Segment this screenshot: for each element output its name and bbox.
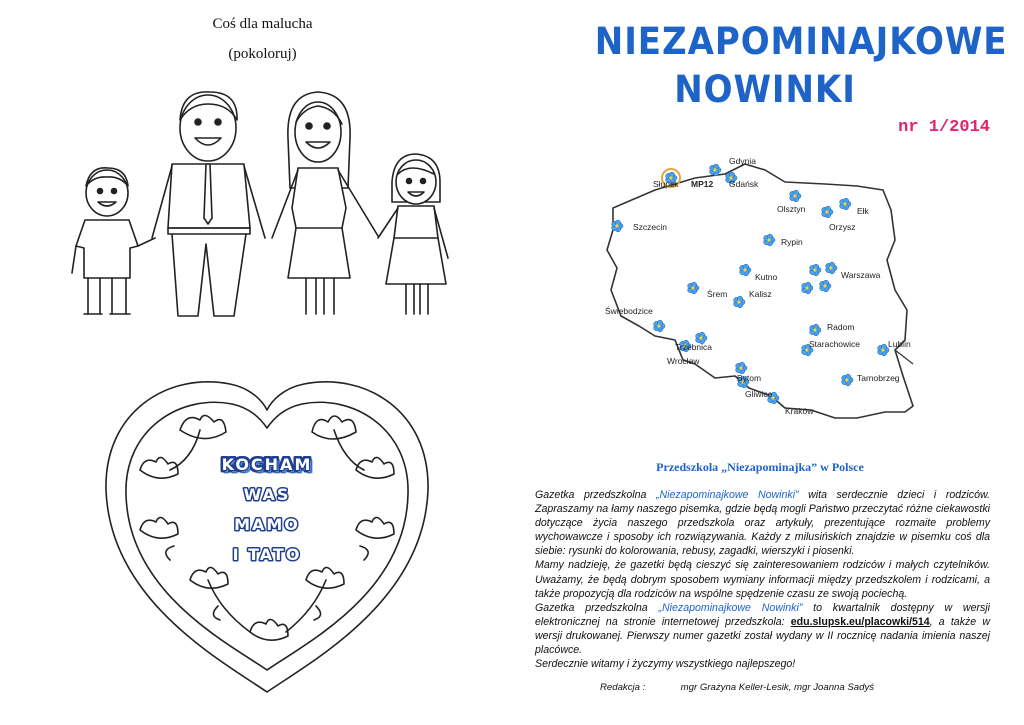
article-paragraph-4: Serdecznie witamy i życzymy wszystkiego najlepszego! [535,658,796,671]
newsletter-title-line2: NOWINKI [674,68,856,111]
article-text: wita serdecznie dzieci i rodziców. Zapraszamy na łamy naszego pisemka, gdzie będą mogli Państwo przeczytać różne ciekawostki dotyczące życia naszego przedszkola oraz artykuły, prezentujące rozmaite problemy wychowawcze i sposoby ich rozwiązywania. Każdy z milusińskich znajdzie w pisemku coś dla siebie: rysunki do kolorowania, rebusy, zagadki, wierszyki i piosenki. [535,489,990,558]
welcome-article [535,488,990,671]
newsletter-name-highlight: „Niezapominajkowe Nowinki” [658,601,803,614]
father-figure [152,92,265,316]
city-label-orzysz: Orzysz [829,222,856,232]
article-text: to kwartalnik dostępny w wersji elektronicznej na stronie internetowej przedszkola: [535,601,990,628]
article-text: Gazetka przedszkolna [535,601,659,614]
mother-figure [272,92,378,314]
poland-map [595,150,925,448]
boy-figure [72,168,155,314]
city-label-szczecin: Szczecin [633,222,668,232]
article-paragraph-2: Mamy nadzieję, że gazetki będą cieszyć się zainteresowaniem rodziców i małych czytelników. Uważamy, że będą dobrym sposobem wymiany informacji między przedszkolem i rodzicami, a także propozycją dla rodziców na wspólne spędzenie czasu ze swoją pociechą. [535,559,990,600]
city-label-slupsk: Słupsk [653,179,679,189]
heart-word-2: WAS [243,485,291,504]
city-label-krakow: Kraków [785,406,814,416]
website-link[interactable]: edu.slupsk.eu/placowki/514 [790,615,930,628]
city-label-kalisz: Kalisz [749,289,772,299]
city-label-lublin: Lublin [888,339,911,349]
article-paragraph-1 [535,488,990,558]
editorial-credits [600,682,990,693]
article-text: Gazetka przedszkolna [535,489,656,501]
credits-names: mgr Grażyna Keller-Lesik, mgr Joanna Sadyś [680,682,875,693]
coloring-section-subtitle: (pokoloruj) [228,46,297,62]
issue-number: nr 1/2014 [898,118,990,137]
city-label-trzebnica: Trzebnica [675,342,713,352]
heart-word-4: I TATO [232,545,302,564]
city-label-bytom: Bytom [737,373,762,383]
city-label-warszawa: Warszawa [841,270,881,280]
city-label-radom: Radom [827,322,855,332]
article-paragraph-3 [535,601,990,657]
heart-coloring-illustration [100,370,435,695]
credits-label: Redakcja : [600,682,646,693]
city-label-olsztyn: Olsztyn [777,204,806,214]
city-label-mp12: MP12 [691,179,714,189]
city-label-srem: Śrem [707,289,728,299]
map-caption: Przedszkola „Niezapominajka” w Polsce [656,460,864,474]
family-coloring-illustration [60,78,460,338]
city-label-wroclaw: Wrocław [667,356,700,366]
city-label-tarnobrzeg: Tarnobrzeg [857,373,900,383]
newsletter-title-line1: NIEZAPOMINAJKOWE [594,20,1008,63]
city-label-elk: Ełk [857,206,869,216]
newsletter-name-highlight: „Niezapominajkowe Nowinki” [655,489,799,501]
city-label-gliwice: Gliwice [745,389,773,399]
coloring-section-title: Coś dla malucha [212,16,313,32]
heart-word-3: MAMO [234,515,300,534]
article-text: , a także w wersji drukowanej. Pierwszy numer gazetki został wydany w II rocznicę nadania imienia naszej placówce. [535,615,990,657]
heart-word-1: KOCHAM [221,455,313,474]
city-label-kutno: Kutno [755,272,778,282]
girl-figure [378,154,448,314]
city-label-rypin: Rypin [781,237,803,247]
city-label-starachowice: Starachowice [809,339,861,349]
city-label-gdynia: Gdynia [729,156,756,166]
city-label-gdansk: Gdańsk [729,179,759,189]
city-label-swiebodzice: Świebodzice [605,306,653,316]
